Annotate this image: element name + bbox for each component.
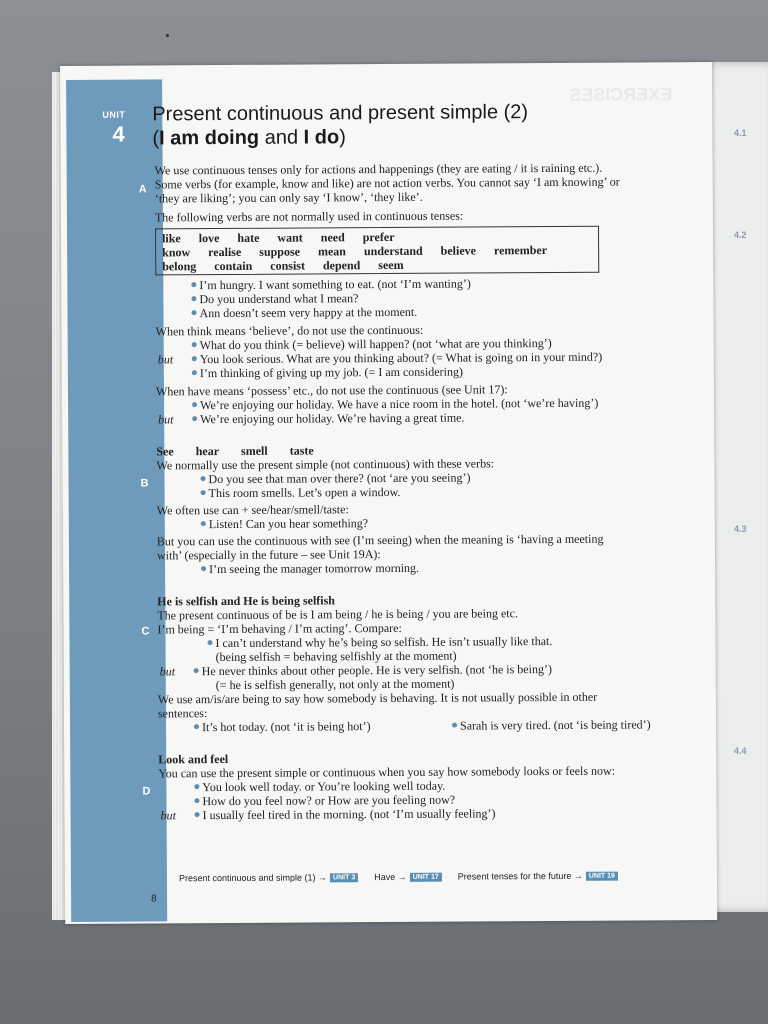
- example: Do you see that man over there? (not ‘are you seeing’): [156, 469, 701, 486]
- verb: understand: [363, 243, 423, 259]
- example-note: (being selfish = behaving selfishly at the moment): [215, 648, 457, 665]
- example: I’m seeing the manager tomorrow morning.: [157, 559, 702, 576]
- adjacent-ref: 4.4: [734, 746, 747, 756]
- verb: hate: [237, 230, 260, 245]
- section-letter-a: A: [138, 183, 147, 196]
- example-text: You look serious. What are you thinking about? (= What is going on in your mind?): [199, 349, 603, 367]
- verb: know: [162, 245, 191, 260]
- page-title: [152, 101, 528, 150]
- example: We’re enjoying our holiday. We have a nice room in the hotel. (not ‘we’re having’): [156, 395, 701, 412]
- text-line: with’ (especially in the future – see Unit 19A):: [156, 547, 381, 563]
- text-line: We use continuous tenses only for actions and happenings (they are eating / it is raining etc.).: [154, 160, 603, 178]
- unit-badge: UNIT 19: [586, 871, 618, 880]
- verb: need: [320, 230, 345, 245]
- title-bold-1: I am doing: [159, 126, 260, 150]
- section-d: [158, 749, 703, 822]
- title-bold-2: I do: [303, 126, 340, 149]
- verb: mean: [317, 244, 346, 259]
- section-c: [157, 591, 703, 734]
- but-marker: but: [158, 412, 174, 427]
- title-line-1: Present continuous and present simple (2): [152, 101, 529, 126]
- verb: believe: [440, 243, 477, 258]
- example: This room smells. Let’s open a window.: [157, 483, 702, 500]
- section-letter-b: B: [140, 477, 149, 490]
- title-paren: (: [152, 127, 160, 150]
- section-heading: Look and feel: [158, 751, 229, 767]
- example: It’s hot today. (not ‘it is being hot’): [158, 719, 416, 735]
- example-note: (= he is selfish generally, not only at the moment): [215, 676, 455, 693]
- but-marker: but: [159, 664, 176, 679]
- unit-badge: UNIT 17: [410, 872, 442, 881]
- adjacent-ref: 4.1: [734, 128, 747, 138]
- verb: contain: [214, 258, 253, 274]
- example: [159, 805, 704, 822]
- but-marker: but: [157, 352, 174, 367]
- unit-badge: UNIT 3: [330, 873, 358, 882]
- example: I can’t understand why he’s being so selfish. He isn’t usually like that.: [157, 633, 702, 650]
- show-through-heading: EXERCISES: [569, 84, 673, 105]
- text-line: When have means ‘possess’ etc., do not use the continuous (see Unit 17):: [155, 382, 508, 399]
- verb: suppose: [259, 244, 300, 259]
- but-marker: but: [160, 808, 176, 823]
- scan-speck: [166, 34, 169, 37]
- adjacent-ref: 4.3: [734, 524, 747, 534]
- text-line: ‘they are liking’; you can only say ‘I know’, ‘they like’.: [154, 189, 423, 206]
- section-a: [155, 160, 702, 426]
- text-line: But you can use the continuous with see (I’m seeing) when the meaning is ‘having a meeting: [156, 531, 604, 549]
- unit-label: UNIT: [102, 109, 126, 120]
- example-text: I usually feel tired in the morning. (not ‘I’m usually feeling’): [202, 806, 496, 823]
- text-line: I’m being = ‘I’m behaving / I’m acting’. Compare:: [157, 620, 402, 637]
- verb: prefer: [362, 229, 395, 245]
- text-line: The present continuous of be is I am being / he is being / you are being etc.: [157, 606, 518, 623]
- title-and: and: [264, 126, 299, 149]
- sense-verb: smell: [240, 443, 268, 458]
- sense-verb: taste: [289, 443, 314, 458]
- xref-link: Have →: [374, 871, 407, 883]
- example: You look well today. or You’re looking well today.: [158, 777, 703, 794]
- example: Listen! Can you hear something?: [157, 514, 702, 531]
- verb: seem: [378, 257, 404, 273]
- section-letter-d: D: [142, 785, 151, 798]
- xref-link: Present continuous and simple (1) →: [178, 872, 328, 884]
- verb-box: [155, 226, 599, 276]
- text-line: You can use the present simple or continuous when you say how somebody looks or feels now:: [158, 763, 616, 781]
- sense-verb: hear: [195, 444, 220, 459]
- example: I’m thinking of giving up my job. (= I am considering): [156, 363, 701, 380]
- text-line: We often use can + see/hear/smell/taste:: [156, 502, 349, 518]
- verb: want: [277, 230, 303, 245]
- example: What do you think (= believe) will happen? (not ‘what are you thinking’): [156, 335, 701, 352]
- section-b: [156, 441, 702, 576]
- verb: belong: [162, 259, 197, 274]
- section-letter-c: C: [141, 625, 150, 638]
- xref-link: Present tenses for the future →: [457, 870, 583, 882]
- text-line: When think means ‘believe’, do not use the continuous:: [155, 322, 424, 339]
- verb: like: [162, 231, 181, 246]
- text-line: We use am/is/are being to say how somebody is behaving. It is not usually possible in other: [157, 689, 598, 707]
- verb-row: [162, 257, 592, 274]
- verb: realise: [208, 244, 242, 260]
- text-line: Some verbs (for example, know and like) are not action verbs. You cannot say ‘I am knowing’ or: [154, 174, 620, 192]
- adjacent-ref: 4.2: [734, 230, 747, 240]
- verb: consist: [270, 258, 305, 273]
- example-text: He never thinks about other people. He is very selfish. (not ‘he is being’): [201, 662, 552, 679]
- section-heading: He is selfish and He is being selfish: [157, 593, 336, 609]
- book-page: [60, 62, 717, 924]
- cross-references: [179, 871, 618, 884]
- example: Sarah is very tired. (not ‘is being tired’): [416, 717, 651, 732]
- unit-number: 4: [112, 121, 125, 147]
- unit-content: [155, 160, 704, 822]
- title-paren: ): [339, 126, 346, 149]
- verb: remember: [493, 243, 548, 258]
- verb-row: [162, 243, 592, 260]
- text-line: sentences:: [157, 706, 208, 721]
- example: I’m hungry. I want something to eat. (not ‘I’m wanting’): [155, 275, 700, 292]
- text-line: The following verbs are not normally used in continuous tenses:: [154, 208, 464, 225]
- text-line: We normally use the present simple (not continuous) with these verbs:: [156, 456, 495, 473]
- verb: love: [198, 231, 220, 246]
- example: Do you understand what I mean?: [155, 289, 700, 306]
- title-line-2: [152, 125, 528, 150]
- example: How do you feel now? or How are you feeling now?: [158, 791, 703, 808]
- verb: depend: [322, 258, 361, 273]
- unit-side-bar: [66, 79, 167, 922]
- page-number: 8: [151, 893, 157, 905]
- sense-verb: See: [156, 444, 174, 459]
- example: Ann doesn’t seem very happy at the moment.: [155, 303, 700, 320]
- example-text: We’re enjoying our holiday. We’re having a great time.: [200, 410, 465, 427]
